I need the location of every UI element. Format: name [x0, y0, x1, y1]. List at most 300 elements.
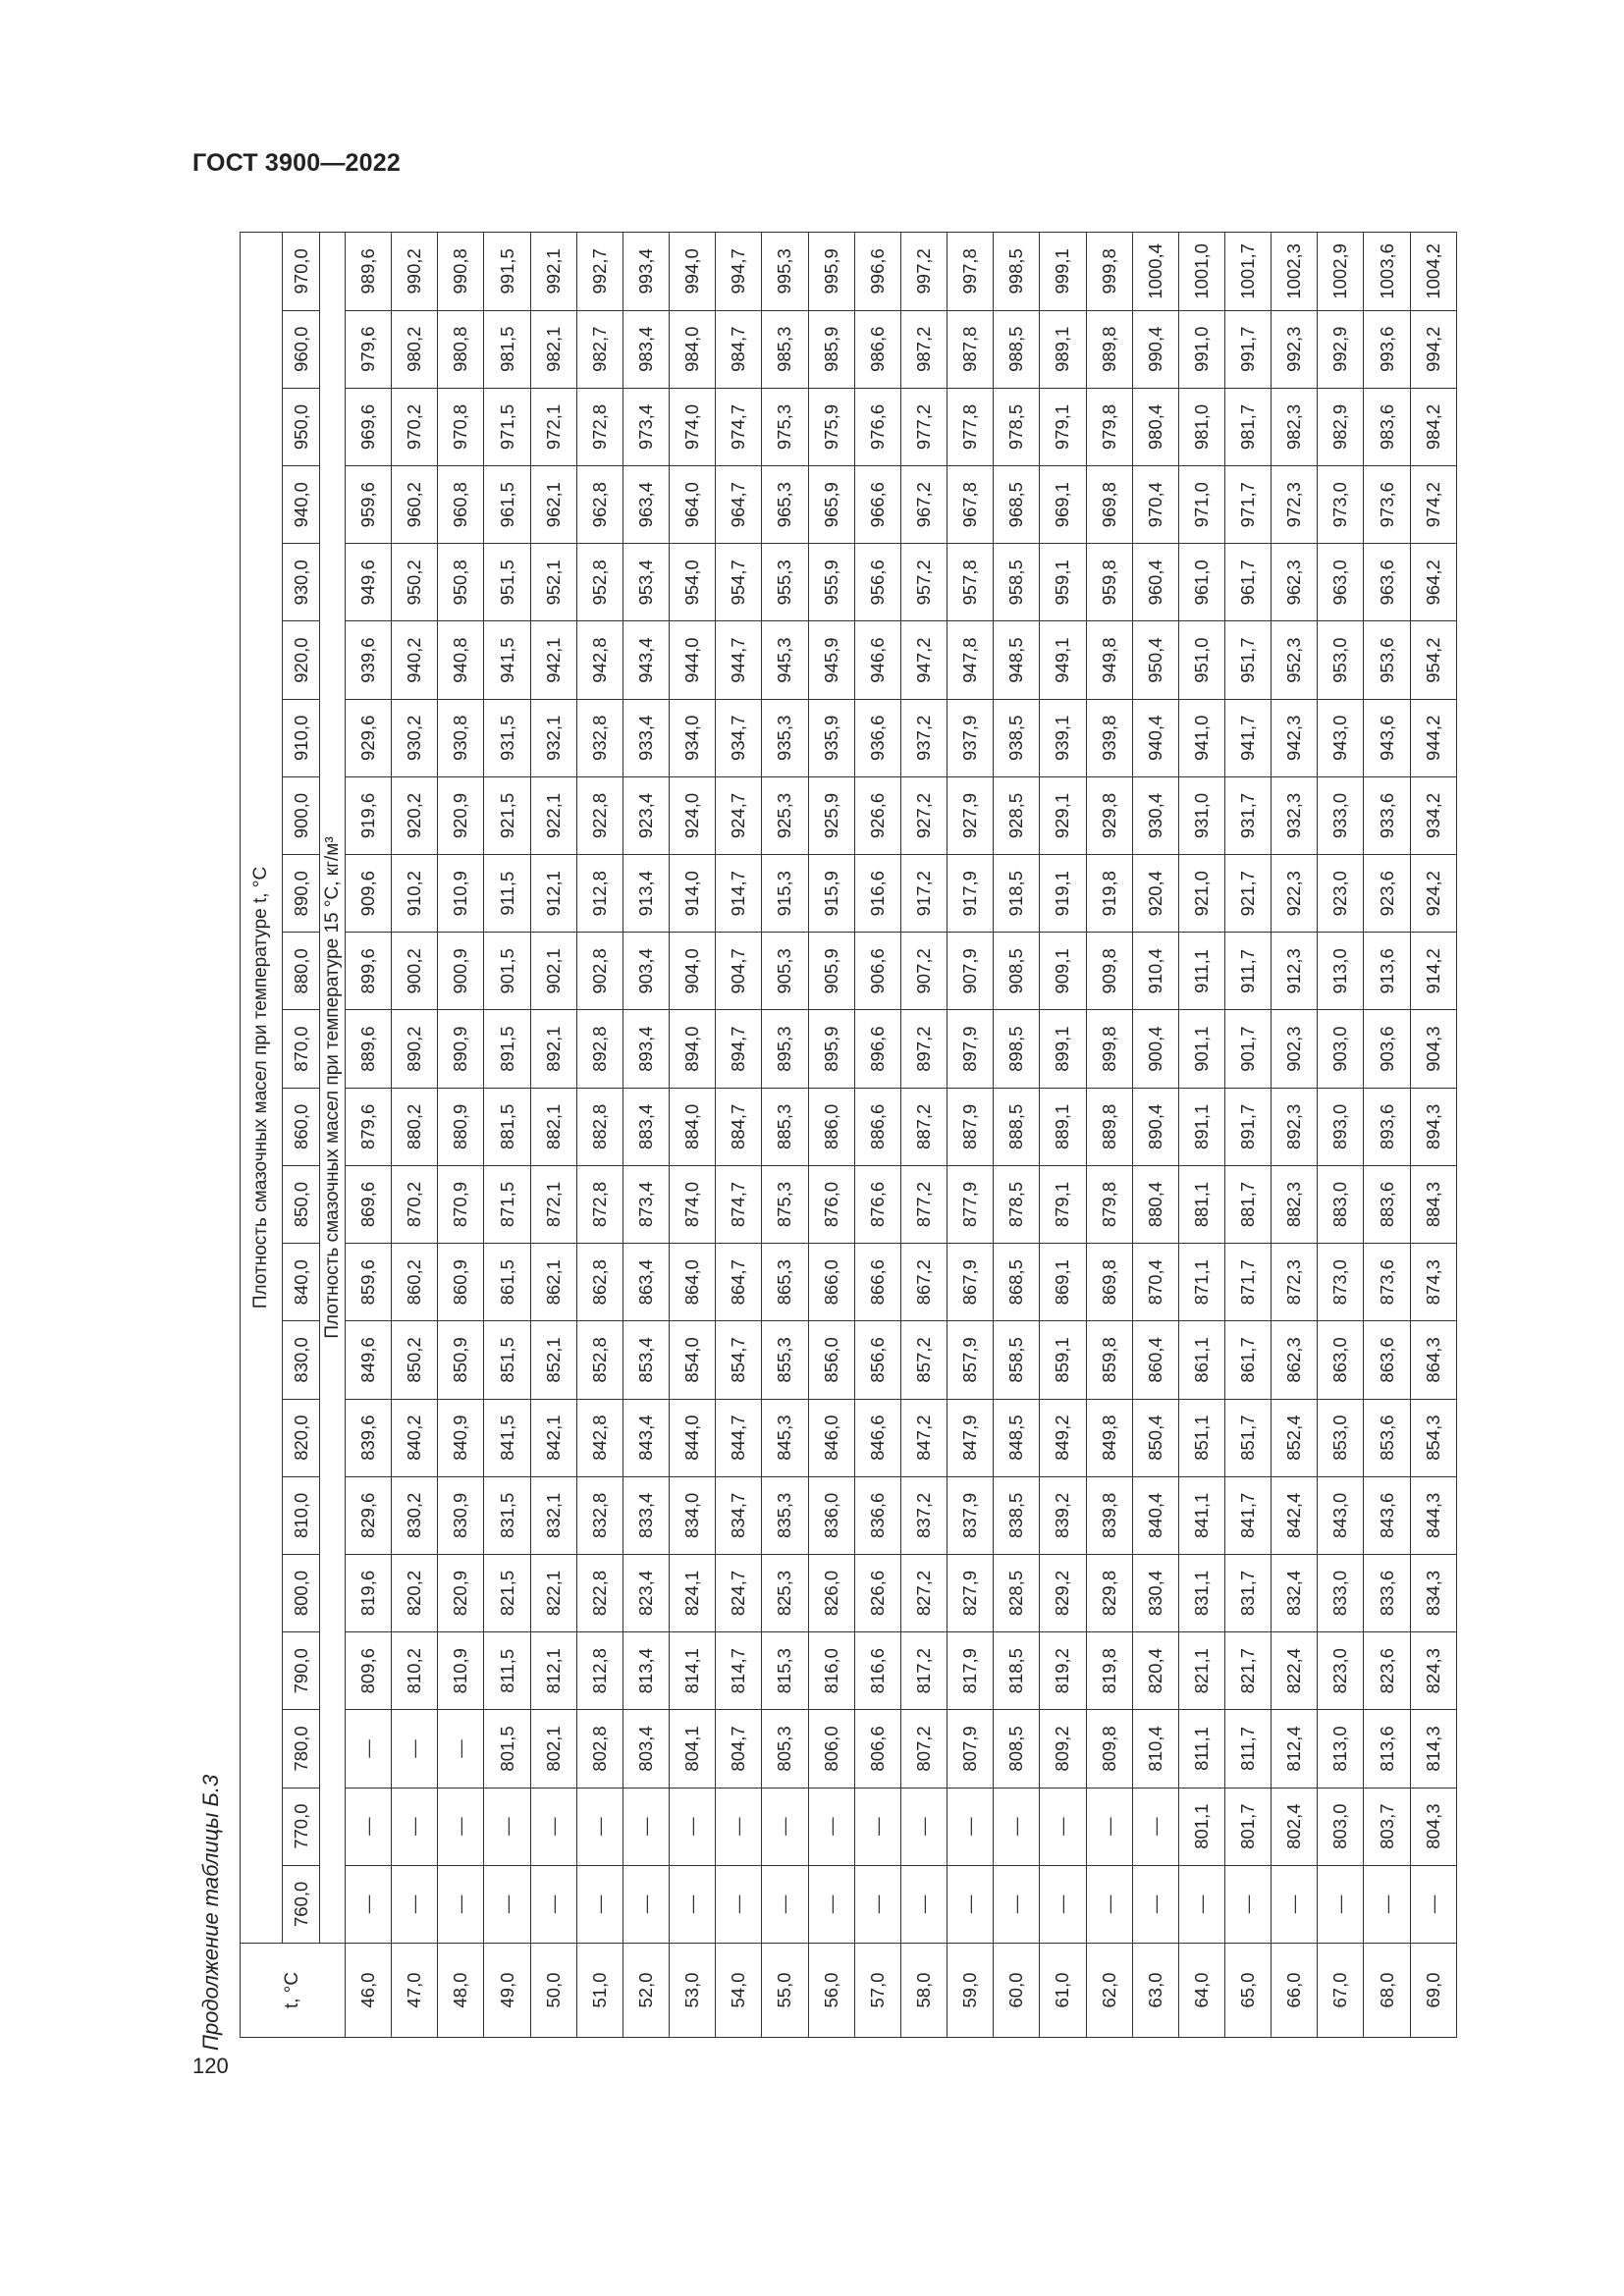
- density-cell: 909,1: [1040, 933, 1086, 1010]
- density-cell: 955,3: [762, 544, 808, 621]
- density-cell: 993,4: [623, 233, 669, 311]
- density-cell: 916,6: [854, 855, 900, 933]
- density-cell: 833,0: [1318, 1554, 1364, 1631]
- density-cell: 880,9: [438, 1088, 484, 1165]
- density-cell: 918,5: [994, 855, 1040, 933]
- header-row-columns: [283, 233, 320, 2038]
- density-cell: —: [1086, 1865, 1132, 1943]
- density-cell: 857,2: [900, 1321, 947, 1399]
- density-cell: 832,8: [576, 1476, 623, 1554]
- density-cell: 987,2: [900, 310, 947, 388]
- density-cell: —: [716, 1865, 762, 1943]
- density-cell: 874,7: [716, 1165, 762, 1243]
- column-header: 920,0: [283, 621, 320, 699]
- density-cell: 965,9: [808, 466, 854, 544]
- density-cell: 880,4: [1132, 1165, 1178, 1243]
- density-cell: 864,7: [716, 1244, 762, 1321]
- density-cell: 899,8: [1086, 1010, 1132, 1088]
- table-row: [1364, 233, 1410, 2038]
- density-cell: 842,1: [530, 1399, 576, 1476]
- density-cell: 907,2: [900, 933, 947, 1010]
- density-cell: 904,0: [670, 933, 716, 1010]
- density-cell: 925,3: [762, 776, 808, 854]
- density-cell: 889,8: [1086, 1088, 1132, 1165]
- density-cell: 935,3: [762, 699, 808, 776]
- density-cell: 955,9: [808, 544, 854, 621]
- density-cell: 946,6: [854, 621, 900, 699]
- density-cell: 964,2: [1410, 544, 1456, 621]
- table-row: [438, 233, 484, 2038]
- density-cell: 907,9: [947, 933, 994, 1010]
- density-cell: 811,1: [1178, 1710, 1224, 1788]
- density-cell: 810,2: [392, 1632, 438, 1710]
- density-cell: 806,0: [808, 1710, 854, 1788]
- density-cell: 968,5: [994, 466, 1040, 544]
- density-cell: 929,6: [346, 699, 392, 776]
- temperature-cell: 60,0: [994, 1943, 1040, 2037]
- density-cell: 874,0: [670, 1165, 716, 1243]
- column-header: 800,0: [283, 1554, 320, 1631]
- density-cell: 869,6: [346, 1165, 392, 1243]
- density-cell: 829,6: [346, 1476, 392, 1554]
- density-cell: —: [392, 1865, 438, 1943]
- density-cell: 850,2: [392, 1321, 438, 1399]
- density-cell: 969,6: [346, 388, 392, 465]
- density-cell: 863,4: [623, 1244, 669, 1321]
- density-cell: 882,1: [530, 1088, 576, 1165]
- density-cell: 804,3: [1410, 1788, 1456, 1865]
- density-cell: 909,6: [346, 855, 392, 933]
- density-cell: 841,1: [1178, 1476, 1224, 1554]
- density-cell: 808,5: [994, 1710, 1040, 1788]
- table-row: [1318, 233, 1364, 2038]
- column-header: 870,0: [283, 1010, 320, 1088]
- density-cell: 931,5: [484, 699, 530, 776]
- table-caption-wrapper: [198, 1775, 224, 2051]
- density-cell: 970,2: [392, 388, 438, 465]
- density-cell: 836,0: [808, 1476, 854, 1554]
- density-cell: 850,9: [438, 1321, 484, 1399]
- density-cell: 980,2: [392, 310, 438, 388]
- density-cell: 967,2: [900, 466, 947, 544]
- density-cell: 952,3: [1272, 621, 1318, 699]
- density-cell: 924,0: [670, 776, 716, 854]
- density-cell: 917,2: [900, 855, 947, 933]
- density-cell: 986,6: [854, 310, 900, 388]
- density-cell: 859,1: [1040, 1321, 1086, 1399]
- density-cell: 920,4: [1132, 855, 1178, 933]
- density-cell: 862,1: [530, 1244, 576, 1321]
- density-cell: 890,2: [392, 1010, 438, 1088]
- density-cell: 810,9: [438, 1632, 484, 1710]
- density-cell: 879,8: [1086, 1165, 1132, 1243]
- density-cell: 811,7: [1224, 1710, 1271, 1788]
- density-cell: 910,2: [392, 855, 438, 933]
- density-cell: 816,0: [808, 1632, 854, 1710]
- table-row: [623, 233, 669, 2038]
- density-cell: 862,8: [576, 1244, 623, 1321]
- temperature-cell: 51,0: [576, 1943, 623, 2037]
- density-cell: 989,6: [346, 233, 392, 311]
- density-cell: 891,1: [1178, 1088, 1224, 1165]
- density-cell: 962,1: [530, 466, 576, 544]
- density-cell: 961,7: [1224, 544, 1271, 621]
- density-cell: 841,5: [484, 1399, 530, 1476]
- density-cell: —: [716, 1788, 762, 1865]
- column-header: 930,0: [283, 544, 320, 621]
- density-cell: 1000,4: [1132, 233, 1178, 311]
- table-row: [346, 233, 392, 2038]
- density-cell: 864,0: [670, 1244, 716, 1321]
- density-cell: 901,1: [1178, 1010, 1224, 1088]
- density-cell: —: [900, 1788, 947, 1865]
- density-cell: 945,3: [762, 621, 808, 699]
- column-header: 900,0: [283, 776, 320, 854]
- density-cell: —: [346, 1865, 392, 1943]
- density-cell: 873,4: [623, 1165, 669, 1243]
- density-cell: 947,8: [947, 621, 994, 699]
- density-cell: 845,3: [762, 1399, 808, 1476]
- density-cell: 817,9: [947, 1632, 994, 1710]
- density-cell: 857,9: [947, 1321, 994, 1399]
- density-cell: 950,8: [438, 544, 484, 621]
- density-cell: 922,3: [1272, 855, 1318, 933]
- temperature-cell: 63,0: [1132, 1943, 1178, 2037]
- density-cell: 921,0: [1178, 855, 1224, 933]
- table-row: [762, 233, 808, 2038]
- density-cell: 803,7: [1364, 1788, 1410, 1865]
- density-cell: 904,3: [1410, 1010, 1456, 1088]
- density-cell: —: [854, 1865, 900, 1943]
- density-cell: 921,5: [484, 776, 530, 854]
- density-cell: 985,9: [808, 310, 854, 388]
- density-cell: 994,2: [1410, 310, 1456, 388]
- density-cell: 939,6: [346, 621, 392, 699]
- density-cell: 846,0: [808, 1399, 854, 1476]
- density-cell: 923,4: [623, 776, 669, 854]
- density-cell: 939,1: [1040, 699, 1086, 776]
- density-cell: 997,2: [900, 233, 947, 311]
- header-row-main: [241, 233, 283, 2038]
- density-cell: 934,7: [716, 699, 762, 776]
- density-cell: 954,2: [1410, 621, 1456, 699]
- density-cell: 901,5: [484, 933, 530, 1010]
- density-cell: 891,5: [484, 1010, 530, 1088]
- density-cell: 872,3: [1272, 1244, 1318, 1321]
- table-row: [994, 233, 1040, 2038]
- density-cell: 893,4: [623, 1010, 669, 1088]
- density-cell: 914,0: [670, 855, 716, 933]
- density-cell: 864,3: [1410, 1321, 1456, 1399]
- density-cell: 996,6: [854, 233, 900, 311]
- density-cell: 885,3: [762, 1088, 808, 1165]
- density-cell: 999,8: [1086, 233, 1132, 311]
- density-cell: 826,6: [854, 1554, 900, 1631]
- density-cell: 848,5: [994, 1399, 1040, 1476]
- density-cell: 954,7: [716, 544, 762, 621]
- density-cell: 910,4: [1132, 933, 1178, 1010]
- density-cell: 834,3: [1410, 1554, 1456, 1631]
- density-cell: 812,4: [1272, 1710, 1318, 1788]
- density-cell: 819,2: [1040, 1632, 1086, 1710]
- density-cell: 940,8: [438, 621, 484, 699]
- density-cell: 851,7: [1224, 1399, 1271, 1476]
- density-cell: 854,0: [670, 1321, 716, 1399]
- density-cell: 851,5: [484, 1321, 530, 1399]
- density-cell: 927,9: [947, 776, 994, 854]
- density-cell: —: [484, 1865, 530, 1943]
- density-cell: 831,7: [1224, 1554, 1271, 1631]
- density-cell: 837,2: [900, 1476, 947, 1554]
- density-cell: 802,4: [1272, 1788, 1318, 1865]
- density-cell: 950,4: [1132, 621, 1178, 699]
- density-cell: 905,3: [762, 933, 808, 1010]
- temperature-cell: 59,0: [947, 1943, 994, 2037]
- density-cell: 872,1: [530, 1165, 576, 1243]
- density-cell: 812,1: [530, 1632, 576, 1710]
- density-cell: 881,1: [1178, 1165, 1224, 1243]
- density-cell: 949,6: [346, 544, 392, 621]
- density-cell: 930,8: [438, 699, 484, 776]
- density-cell: 952,8: [576, 544, 623, 621]
- density-cell: 919,8: [1086, 855, 1132, 933]
- density-cell: 867,2: [900, 1244, 947, 1321]
- density-cell: 854,7: [716, 1321, 762, 1399]
- column-header: 840,0: [283, 1244, 320, 1321]
- density-cell: 991,5: [484, 233, 530, 311]
- density-cell: 867,9: [947, 1244, 994, 1321]
- density-cell: 896,6: [854, 1010, 900, 1088]
- table-row: [670, 233, 716, 2038]
- density-cell: 980,8: [438, 310, 484, 388]
- density-cell: —: [994, 1788, 1040, 1865]
- density-cell: 892,3: [1272, 1088, 1318, 1165]
- density-cell: 830,4: [1132, 1554, 1178, 1631]
- density-cell: 913,6: [1364, 933, 1410, 1010]
- density-cell: 958,5: [994, 544, 1040, 621]
- density-cell: 904,7: [716, 933, 762, 1010]
- density-cell: 950,2: [392, 544, 438, 621]
- density-cell: 844,3: [1410, 1476, 1456, 1554]
- temperature-cell: 47,0: [392, 1943, 438, 2037]
- density-cell: 824,3: [1410, 1632, 1456, 1710]
- density-cell: 849,8: [1086, 1399, 1132, 1476]
- density-cell: 831,1: [1178, 1554, 1224, 1631]
- table-row: [392, 233, 438, 2038]
- density-cell: 965,3: [762, 466, 808, 544]
- column-header: 940,0: [283, 466, 320, 544]
- temperature-cell: 49,0: [484, 1943, 530, 2037]
- density-table: [240, 232, 1457, 2038]
- density-cell: 905,9: [808, 933, 854, 1010]
- density-cell: 811,5: [484, 1632, 530, 1710]
- density-cell: 982,9: [1318, 388, 1364, 465]
- density-cell: 859,6: [346, 1244, 392, 1321]
- density-cell: 821,1: [1178, 1632, 1224, 1710]
- density-cell: 972,1: [530, 388, 576, 465]
- density-cell: 853,0: [1318, 1399, 1364, 1476]
- density-cell: 984,2: [1410, 388, 1456, 465]
- density-cell: 937,2: [900, 699, 947, 776]
- density-cell: 942,8: [576, 621, 623, 699]
- table-row: [947, 233, 994, 2038]
- density-cell: 938,5: [994, 699, 1040, 776]
- density-cell: 846,6: [854, 1399, 900, 1476]
- density-cell: 884,3: [1410, 1165, 1456, 1243]
- density-cell: 805,3: [762, 1710, 808, 1788]
- density-cell: 816,6: [854, 1632, 900, 1710]
- density-cell: 933,6: [1364, 776, 1410, 854]
- density-cell: 959,8: [1086, 544, 1132, 621]
- density-cell: 933,4: [623, 699, 669, 776]
- density-cell: 930,2: [392, 699, 438, 776]
- density-cell: 959,6: [346, 466, 392, 544]
- temperature-cell: 67,0: [1318, 1943, 1364, 2037]
- density-cell: 941,0: [1178, 699, 1224, 776]
- density-cell: 944,2: [1410, 699, 1456, 776]
- density-cell: 852,1: [530, 1321, 576, 1399]
- density-cell: 974,0: [670, 388, 716, 465]
- density-cell: 815,3: [762, 1632, 808, 1710]
- density-cell: 992,1: [530, 233, 576, 311]
- density-cell: —: [530, 1865, 576, 1943]
- density-cell: 897,2: [900, 1010, 947, 1088]
- density-cell: 944,0: [670, 621, 716, 699]
- density-cell: 933,0: [1318, 776, 1364, 854]
- density-cell: 829,2: [1040, 1554, 1086, 1631]
- density-cell: 819,8: [1086, 1632, 1132, 1710]
- density-cell: 988,5: [994, 310, 1040, 388]
- density-cell: 835,3: [762, 1476, 808, 1554]
- density-cell: 981,7: [1224, 388, 1271, 465]
- density-cell: 953,0: [1318, 621, 1364, 699]
- temperature-cell: 54,0: [716, 1943, 762, 2037]
- density-cell: 830,9: [438, 1476, 484, 1554]
- density-cell: 943,4: [623, 621, 669, 699]
- density-cell: 821,5: [484, 1554, 530, 1631]
- density-cell: 915,3: [762, 855, 808, 933]
- density-cell: 990,8: [438, 233, 484, 311]
- density-cell: 823,6: [1364, 1632, 1410, 1710]
- density-cell: 963,4: [623, 466, 669, 544]
- density-cell: 923,6: [1364, 855, 1410, 933]
- table-header: [241, 233, 346, 2038]
- density-cell: 937,9: [947, 699, 994, 776]
- density-cell: —: [762, 1865, 808, 1943]
- density-cell: 824,1: [670, 1554, 716, 1631]
- density-cell: —: [438, 1865, 484, 1943]
- density-cell: —: [1318, 1865, 1364, 1943]
- density-cell: 917,9: [947, 855, 994, 933]
- column-header: 880,0: [283, 933, 320, 1010]
- density-cell: 877,9: [947, 1165, 994, 1243]
- temperature-cell: 61,0: [1040, 1943, 1086, 2037]
- density-sub-header: Плотность смазочных масел при температуре 15 °C, кг/м³: [320, 233, 346, 1944]
- temperature-cell: 68,0: [1364, 1943, 1410, 2037]
- density-cell: 966,6: [854, 466, 900, 544]
- density-cell: 990,4: [1132, 310, 1178, 388]
- density-cell: 961,5: [484, 466, 530, 544]
- density-cell: —: [1040, 1788, 1086, 1865]
- density-cell: 820,9: [438, 1554, 484, 1631]
- density-cell: 828,5: [994, 1554, 1040, 1631]
- density-cell: 900,4: [1132, 1010, 1178, 1088]
- density-cell: 831,5: [484, 1476, 530, 1554]
- density-cell: —: [947, 1865, 994, 1943]
- density-cell: 979,8: [1086, 388, 1132, 465]
- density-cell: 810,4: [1132, 1710, 1178, 1788]
- table-row: [1224, 233, 1271, 2038]
- temperature-cell: 52,0: [623, 1943, 669, 2037]
- density-cell: 1001,7: [1224, 233, 1271, 311]
- density-cell: 981,5: [484, 310, 530, 388]
- density-cell: —: [670, 1865, 716, 1943]
- density-cell: 893,0: [1318, 1088, 1364, 1165]
- density-cell: 971,0: [1178, 466, 1224, 544]
- column-header: 810,0: [283, 1476, 320, 1554]
- density-cell: 972,8: [576, 388, 623, 465]
- density-cell: 801,5: [484, 1710, 530, 1788]
- density-cell: 928,5: [994, 776, 1040, 854]
- density-cell: 960,4: [1132, 544, 1178, 621]
- table-body: [346, 233, 1457, 2038]
- density-cell: 943,6: [1364, 699, 1410, 776]
- density-cell: 804,7: [716, 1710, 762, 1788]
- density-cell: 983,6: [1364, 388, 1410, 465]
- density-cell: 872,8: [576, 1165, 623, 1243]
- density-cell: 922,1: [530, 776, 576, 854]
- density-cell: —: [854, 1788, 900, 1865]
- density-cell: 827,9: [947, 1554, 994, 1631]
- density-cell: 804,1: [670, 1710, 716, 1788]
- density-cell: 839,8: [1086, 1476, 1132, 1554]
- density-cell: 803,4: [623, 1710, 669, 1788]
- density-cell: 944,7: [716, 621, 762, 699]
- density-cell: 844,0: [670, 1399, 716, 1476]
- density-cell: 992,3: [1272, 310, 1318, 388]
- density-cell: 954,0: [670, 544, 716, 621]
- density-cell: 948,5: [994, 621, 1040, 699]
- density-cell: 900,2: [392, 933, 438, 1010]
- density-cell: —: [1272, 1865, 1318, 1943]
- density-cell: 969,8: [1086, 466, 1132, 544]
- temperature-cell: 66,0: [1272, 1943, 1318, 2037]
- density-cell: 871,7: [1224, 1244, 1271, 1321]
- column-header: 850,0: [283, 1165, 320, 1243]
- density-cell: 911,5: [484, 855, 530, 933]
- density-cell: 895,3: [762, 1010, 808, 1088]
- density-cell: 822,4: [1272, 1632, 1318, 1710]
- density-cell: 960,2: [392, 466, 438, 544]
- density-cell: 801,7: [1224, 1788, 1271, 1865]
- density-cell: 807,9: [947, 1710, 994, 1788]
- density-cell: 865,3: [762, 1244, 808, 1321]
- density-cell: 1002,3: [1272, 233, 1318, 311]
- density-cell: 981,0: [1178, 388, 1224, 465]
- density-cell: 935,9: [808, 699, 854, 776]
- density-cell: 911,1: [1178, 933, 1224, 1010]
- density-cell: 942,1: [530, 621, 576, 699]
- density-cell: 877,2: [900, 1165, 947, 1243]
- density-cell: 987,8: [947, 310, 994, 388]
- density-cell: —: [1086, 1788, 1132, 1865]
- density-cell: 906,6: [854, 933, 900, 1010]
- density-cell: 930,4: [1132, 776, 1178, 854]
- density-cell: 879,1: [1040, 1165, 1086, 1243]
- density-cell: —: [947, 1788, 994, 1865]
- rotated-table-wrapper: [240, 232, 1457, 2038]
- temperature-cell: 58,0: [900, 1943, 947, 2037]
